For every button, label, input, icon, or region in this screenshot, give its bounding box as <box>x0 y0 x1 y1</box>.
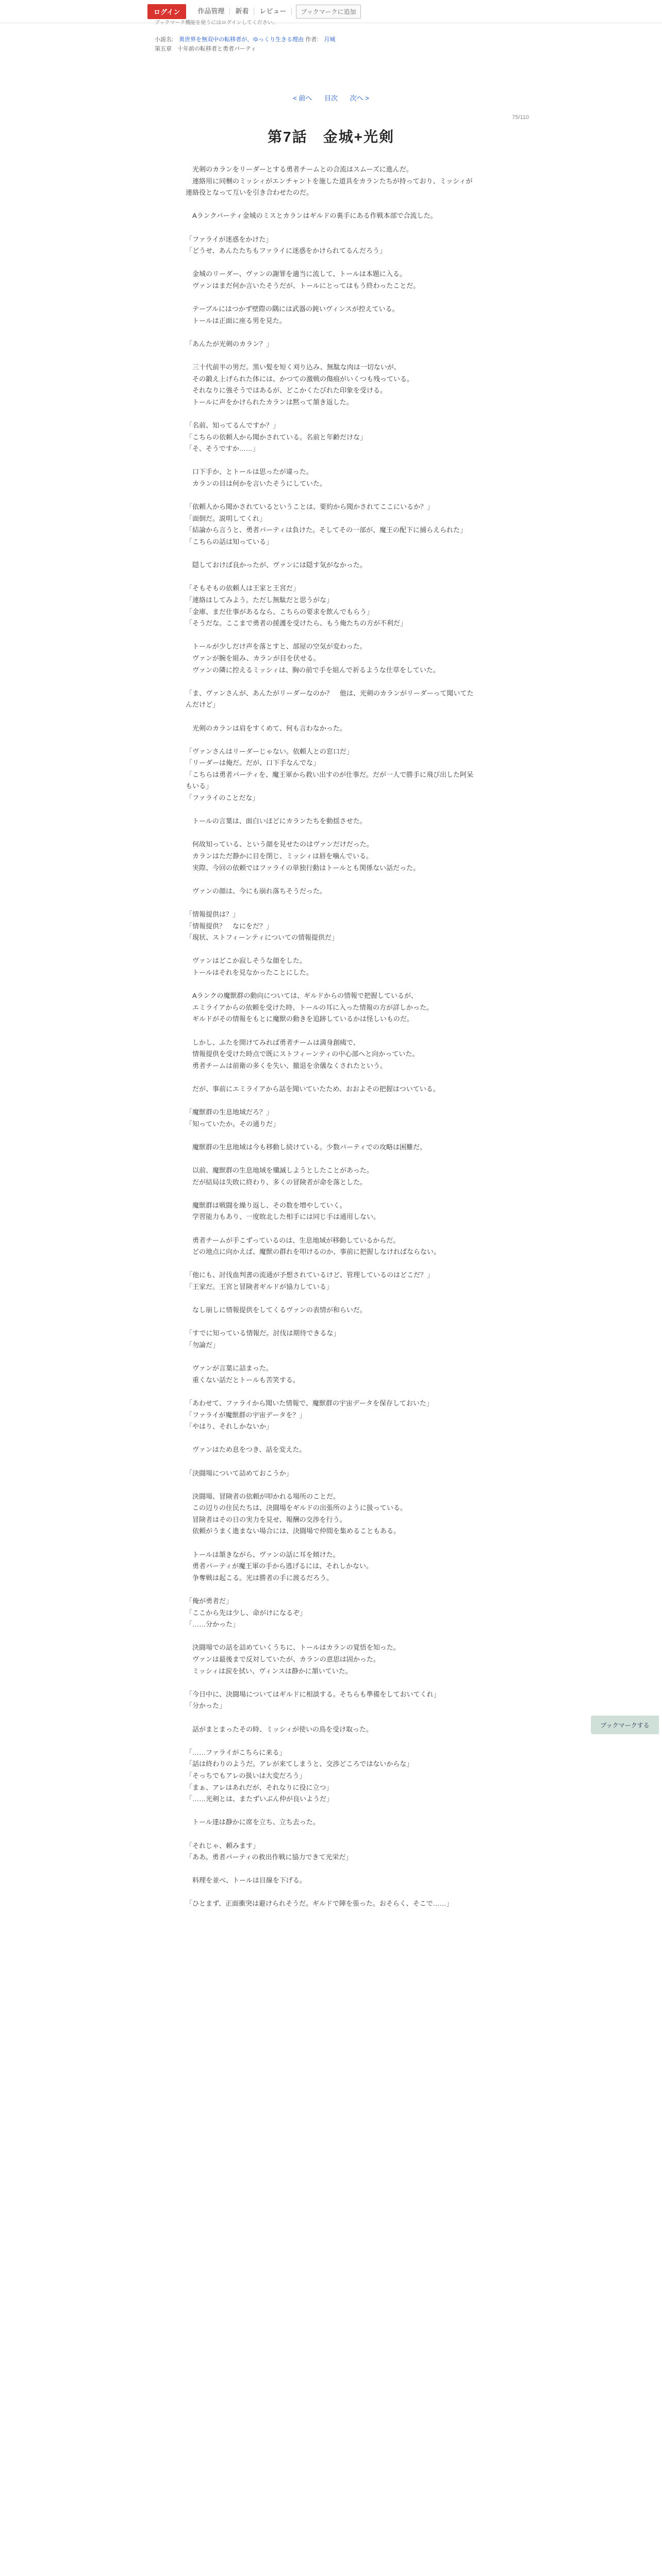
body-paragraph: なし崩しに情報提供をしてくるヴァンの表情が和らいだ。 <box>186 1306 367 1314</box>
author-link[interactable]: 月城 <box>324 37 336 43</box>
body-paragraph: 魔獣群は戦闘を繰り返し、その数を増やしていく。 <box>186 1201 346 1209</box>
body-paragraph: 何故知っている、という顔を見せたのはヴァンだけだった。 <box>186 840 373 849</box>
nav-new[interactable]: 新着 <box>230 8 254 15</box>
nav-manage[interactable]: 作品管理 <box>192 8 230 15</box>
paragraph-gap <box>186 222 475 234</box>
paragraph-gap <box>186 1828 475 1840</box>
body-paragraph: 学習能力もあり、一度敗北した相手には同じ手は通用しない。 <box>186 1213 380 1221</box>
novel-meta <box>155 35 516 54</box>
body-paragraph: Aランクパーティ金城のミスとカランはギルドの裏手にある作戦本部で合流した。 <box>186 212 437 220</box>
body-paragraph: ヴァンが腕を組み、カランが目を伏せる。 <box>186 654 320 662</box>
paragraph-gap <box>186 548 475 560</box>
paragraph-gap <box>186 1258 475 1270</box>
body-paragraph: ギルドがその情報をもとに魔獣の動きを追跡しているかは怪しいものだ。 <box>186 1015 413 1023</box>
body-paragraph: 「情報提供？ なにをだ？」 <box>186 922 273 930</box>
paragraph-gap <box>186 1153 475 1165</box>
novel-title-link[interactable]: 異世界を無双中の転移者が、ゆっくり生きる理由 <box>179 37 304 43</box>
body-paragraph: 「そ、そうですか……」 <box>186 445 259 453</box>
body-paragraph: 「結論から言うと、勇者パーティは負けた。そしてその一部が、魔王の配下に捕らえられた」 <box>186 526 467 534</box>
paragraph-gap <box>186 1130 475 1142</box>
paragraph-gap <box>186 350 475 362</box>
body-paragraph: 「やはり、それしかないか」 <box>186 1422 273 1431</box>
body-paragraph: ヴァンの隣に控えるミッシィは、胸の前で手を組んで祈るような仕草をしていた。 <box>186 666 440 674</box>
body-paragraph: 「そもそもの依頼人は王家と王宮だ」 <box>186 584 300 592</box>
body-paragraph: 「すでに知っている情報だ。討伐は期待できるな」 <box>186 1329 340 1337</box>
body-paragraph: 「ああ。勇者パーティの救出作戦に協力できて光栄だ」 <box>186 1853 353 1861</box>
body-paragraph: トールは頷きながら、ヴァンの話に耳を傾けた。 <box>186 1550 340 1558</box>
nav-review[interactable]: レビュー <box>254 8 292 15</box>
body-paragraph: 冒険者はその日の実力を見せ、報酬の交渉を行う。 <box>186 1515 346 1523</box>
body-paragraph: カランはただ静かに目を閉じ、ミッシィは唇を噛んでいる。 <box>186 852 373 860</box>
body-paragraph: トールは正面に座る男を見た。 <box>186 316 286 325</box>
body-paragraph: 「こちらは勇者パーティを、魔王軍から救い出すのが仕事だ。だが一人で勝手に飛び出した阿呆もいる」 <box>186 770 473 790</box>
body-paragraph: 「まぁ、アレはあれだが、それなりに役に立つ」 <box>186 1783 333 1791</box>
body-paragraph: だが、事前にエミライアから話を聞いていたため、おおよその把握はついている。 <box>186 1084 440 1093</box>
paragraph-gap <box>186 1479 475 1491</box>
body-paragraph: ヴァンはまだ何か言いたそうだが、トールにとってはもう終わったことだ。 <box>186 281 420 290</box>
paragraph-gap <box>186 1072 475 1083</box>
paragraph-gap <box>186 292 475 304</box>
body-paragraph: 争奪戦は起こる。光は勝者の手に渡るだろう。 <box>186 1573 334 1582</box>
paragraph-gap <box>186 1735 475 1747</box>
chapter-title: 第7話 金城+光剣 <box>268 129 394 145</box>
chapter-name: 十年前の転移者と勇者パーティ <box>177 46 257 52</box>
paragraph-gap <box>186 1712 475 1724</box>
body-paragraph: 光剣のカランは肩をすくめて、何も言わなかった。 <box>186 724 346 732</box>
body-paragraph: 「こちらの依頼人から聞かされている。名前と年齢だけな」 <box>186 433 367 441</box>
chapter-meta-row <box>155 44 516 54</box>
body-paragraph: テーブルにはつかず壁際の隅には武器の鈍いヴィンスが控えている。 <box>186 305 399 313</box>
body-paragraph: 連絡用に同梱のミッシィがエンチャントを施した道具をカランたちが持っており、ミッシィが連絡役となって互いを引き合わせたのだ。 <box>186 177 473 197</box>
body-paragraph: ミッシィは涙を拭い、ヴィンスは静かに頷いていた。 <box>186 1667 352 1675</box>
body-paragraph: 「決闘場について詰めておこうか」 <box>186 1469 293 1477</box>
body-paragraph: 「ここから先は少し、命がけになるぞ」 <box>186 1608 307 1617</box>
login-button[interactable]: ログイン <box>147 4 186 19</box>
body-paragraph: 「ファライのことだな」 <box>186 794 259 802</box>
body-paragraph: ヴァンが言葉に詰まった。 <box>186 1364 273 1372</box>
header-nav <box>147 4 361 19</box>
paragraph-gap <box>186 408 475 420</box>
body-paragraph: 金城のリーダー、ヴァンの謝罪を適当に流して、トールは本題に入る。 <box>186 270 406 278</box>
paragraph-gap <box>186 979 475 991</box>
paragraph-gap <box>186 1887 475 1899</box>
body-paragraph: トール達は静かに席を立ち、立ち去った。 <box>186 1818 320 1826</box>
paragraph-gap <box>186 1293 475 1305</box>
prev-link[interactable]: < 前へ <box>293 94 312 102</box>
header-bookmark-button[interactable]: ブックマークに追加 <box>296 5 360 19</box>
paragraph-gap <box>186 1584 475 1596</box>
body-paragraph: だが結局は失敗に終わり、多くの冒険者が命を落とした。 <box>186 1178 367 1186</box>
body-paragraph: 「ファライが魔獣群の宇宙データを？」 <box>186 1411 306 1419</box>
body-paragraph: 「リーダーは俺だ。だが、口下手なんでな」 <box>186 759 320 767</box>
body-paragraph: トールの言葉は、面白いほどにカランたちを動揺させた。 <box>186 817 367 825</box>
novel-meta-row <box>155 35 516 44</box>
author-label: 作者: <box>305 37 319 43</box>
paragraph-gap <box>186 897 475 909</box>
body-paragraph: 「分かった」 <box>186 1702 226 1710</box>
body-paragraph: しかし、ふたを開けてみれば勇者チームは満身創痍で、 <box>186 1038 360 1046</box>
body-paragraph: 実際、今回の依頼ではファライの単独行動はトールとも関係ない話だった。 <box>186 863 420 872</box>
body-paragraph: 決闘場での話を詰めていくうちに、トールはカランの覚悟を知った。 <box>186 1643 400 1652</box>
body-paragraph: 三十代前半の男だ。黒い髪を短く刈り込み、無駄な肉は一切ないが、 <box>186 363 401 371</box>
body-paragraph: 「……分かった」 <box>186 1620 240 1629</box>
body-paragraph: 「金庫、まだ仕事があるなら、こちらの要求を飲んでもらう」 <box>186 607 374 616</box>
body-paragraph: Aランクの魔獣群の動向については、ギルドからの情報で把握しているが、 <box>186 992 418 1000</box>
paragraph-gap <box>186 257 475 269</box>
body-paragraph: カランの目は何かを言いたそうにしていた。 <box>186 480 327 488</box>
body-paragraph: 「ひとまず、正面衝突は避けられそうだ。ギルドで陣を張った。おそらく、そこで……」 <box>186 1900 453 1908</box>
body-paragraph: 「情報提供は？」 <box>186 910 240 918</box>
page-count: 75/110 <box>512 114 529 121</box>
body-paragraph: 重くない話だとトールも苦笑する。 <box>186 1376 300 1384</box>
body-paragraph: トールに声をかけられたカランは黙って頷き返した。 <box>186 398 353 406</box>
top-pager <box>0 93 662 103</box>
paragraph-gap <box>186 1863 475 1875</box>
body-paragraph: 「面倒だ。説明してくれ」 <box>186 514 267 522</box>
body-paragraph: この辺りの住民たちは、決闘場をギルドの出張所のように扱っている。 <box>186 1504 407 1512</box>
body-paragraph: 口下手か、とトールは思ったが違った。 <box>186 468 313 476</box>
body-paragraph: 「あんたが光剣のカラン？」 <box>186 340 273 348</box>
body-paragraph: 「王家だ。王宮と冒険者ギルドが協力している」 <box>186 1283 333 1291</box>
body-paragraph: 「勿論だ」 <box>186 1341 220 1349</box>
body-paragraph: 「名前、知ってるんですか？」 <box>186 421 280 430</box>
paragraph-gap <box>186 1025 475 1037</box>
body-paragraph: 「連絡はしてみよう。ただし無駄だと思うがな」 <box>186 596 334 604</box>
body-paragraph: 魔獣群の生息地域は今も移動し続けている。少数パーティでの攻略は困難だ。 <box>186 1143 426 1151</box>
chapter-label: 第五章 <box>155 46 172 52</box>
paragraph-gap <box>186 1095 475 1107</box>
body-paragraph: ヴァンは最後まで反対していたが、カランの意思は固かった。 <box>186 1655 380 1663</box>
body-paragraph: 「魔獣群の生息地域だろ？」 <box>186 1108 273 1116</box>
body-paragraph: 「話は終わりのようだ。アレが来てしまうと、交渉どころではないからな」 <box>186 1760 413 1768</box>
paragraph-gap <box>186 1188 475 1200</box>
paragraph-gap <box>186 199 475 211</box>
paragraph-gap <box>186 490 475 502</box>
novel-label: 小説名: <box>155 37 174 43</box>
paragraph-gap <box>186 1805 475 1817</box>
paragraph-gap <box>186 944 475 956</box>
body-paragraph: 「こちらの話は知っている」 <box>186 538 273 546</box>
paragraph-gap <box>186 327 475 338</box>
paragraph-gap <box>186 827 475 839</box>
floating-bookmark-button[interactable]: ブックマークする <box>591 1716 659 1734</box>
body-paragraph: 「そっちでもアレの扱いは大変だろう」 <box>186 1771 306 1780</box>
body-paragraph: 「現状、ストフィーンティについての情報提供だ」 <box>186 934 339 942</box>
body-paragraph: 「今日中に、決闘場についてはギルドに相談する。そちらも準備をしておいてくれ」 <box>186 1690 440 1698</box>
body-paragraph: 「ヴァンさんはリーダーじゃない。依頼人との窓口だ」 <box>186 747 353 755</box>
paragraph-gap <box>186 676 475 688</box>
body-paragraph: 勇者パーティが魔王軍の手から逃げるには、それしかない。 <box>186 1562 373 1570</box>
body-paragraph: トールはそれを見なかったことにした。 <box>186 968 313 976</box>
body-paragraph: 情報提供を受けた時点で既にストフィーンティの中心部へと向かっていた。 <box>186 1050 419 1058</box>
body-paragraph: ヴァンはどこか寂しそうな顔をした。 <box>186 957 306 965</box>
body-paragraph: それなりに強そうではあるが、どこかくたびれた印象を受ける。 <box>186 386 387 395</box>
body-paragraph: トールが少しだけ声を落とすと、部屋の空気が変わった。 <box>186 642 367 651</box>
body-paragraph: 「知っていたか。その通りだ」 <box>186 1120 280 1128</box>
body-paragraph: 料理を並べ、トールは目線を下げる。 <box>186 1876 306 1885</box>
body-paragraph: 「他にも、討伐血判書の流通が予想されているけど、管理しているのはどこだ？」 <box>186 1271 434 1279</box>
toc-link[interactable]: 目次 <box>324 94 338 102</box>
body-paragraph: 「依頼人から聞かされているということは、要約から聞かされてここにいるか？」 <box>186 503 434 511</box>
chapter-body <box>186 164 475 1910</box>
body-paragraph: ヴァンの顔は、今にも崩れ落ちそうだった。 <box>186 887 326 895</box>
body-paragraph: 「そうだな。ここまで勇者の援護を受けたら、もう俺たちの方が不利だ」 <box>186 619 407 628</box>
body-paragraph: ヴァンはため息をつき、話を変えた。 <box>186 1446 306 1454</box>
body-paragraph: 「ファライが迷惑をかけた」 <box>186 235 273 243</box>
paragraph-gap <box>186 711 475 723</box>
paragraph-gap <box>186 1433 475 1445</box>
paragraph-gap <box>186 1677 475 1689</box>
paragraph-gap <box>186 571 475 583</box>
body-paragraph: 以前、魔獣群の生息地域を殲滅しようとしたことがあった。 <box>186 1166 373 1175</box>
paragraph-gap <box>186 1537 475 1549</box>
body-paragraph: 決闘場、冒険者の依頼が叩かれる場所のことだ。 <box>186 1492 340 1500</box>
body-paragraph: 光剣のカランをリーダーとする勇者チームとの合流はスムーズに進んだ。 <box>186 165 413 173</box>
paragraph-gap <box>186 1386 475 1398</box>
body-paragraph: 「どうせ、あんたたちもファライに迷惑をかけられてるんだろう」 <box>186 247 386 255</box>
body-paragraph: 依頼がうまく進まない場合には、決闘場で仲間を集めることもある。 <box>186 1527 401 1535</box>
paragraph-gap <box>186 734 475 746</box>
paragraph-gap <box>186 874 475 886</box>
body-paragraph: 「ま、ヴァンさんが、あんたがリーダーなのか？ 他は、光剣のカランがリーダーって聞いてたんだけど」 <box>186 689 474 709</box>
body-paragraph: 隠しておけば良かったが、ヴァンには隠す気がなかった。 <box>186 561 367 569</box>
login-note: ブックマーク機能を使うにはログインしてください。 <box>155 20 278 26</box>
body-paragraph: どの地点に向かえば、魔獣の群れを叩けるのか、事前に把握しなければならない。 <box>186 1248 441 1256</box>
body-paragraph: エミライアからの依頼を受けた時、トールの耳に入った情報の方が詳しかった。 <box>186 1003 433 1011</box>
paragraph-gap <box>186 630 475 641</box>
paragraph-gap <box>186 1316 475 1328</box>
paragraph-gap <box>186 1631 475 1642</box>
body-paragraph: 勇者チームは前衛の多くを失い、撤退を余儀なくされたという。 <box>186 1061 387 1070</box>
body-paragraph: 「……ファライがこちらに来る」 <box>186 1748 286 1756</box>
paragraph-gap <box>186 1456 475 1468</box>
body-paragraph: 「あわせて、ファライから聞いた情報で、魔獣群の宇宙データを保存しておいた」 <box>186 1399 433 1407</box>
body-paragraph: その鍛え上げられた体には、かつての激戦の傷痕がいくつも残っている。 <box>186 375 414 383</box>
next-link[interactable]: 次へ > <box>350 94 369 102</box>
body-paragraph: 勇者チームが手こずっているのは、生息地域が移動しているからだ。 <box>186 1236 400 1244</box>
body-paragraph: 「それじゃ、頼みます」 <box>186 1841 260 1850</box>
paragraph-gap <box>186 455 475 467</box>
body-paragraph: 話がまとまったその時、ミッシィが使いの鳥を受け取った。 <box>186 1725 373 1733</box>
paragraph-gap <box>186 1223 475 1235</box>
paragraph-gap <box>186 1351 475 1363</box>
body-paragraph: 「……光剣とは、またずいぶん仲が良いようだ」 <box>186 1795 334 1803</box>
body-paragraph: 「俺が勇者だ」 <box>186 1597 233 1605</box>
paragraph-gap <box>186 804 475 816</box>
